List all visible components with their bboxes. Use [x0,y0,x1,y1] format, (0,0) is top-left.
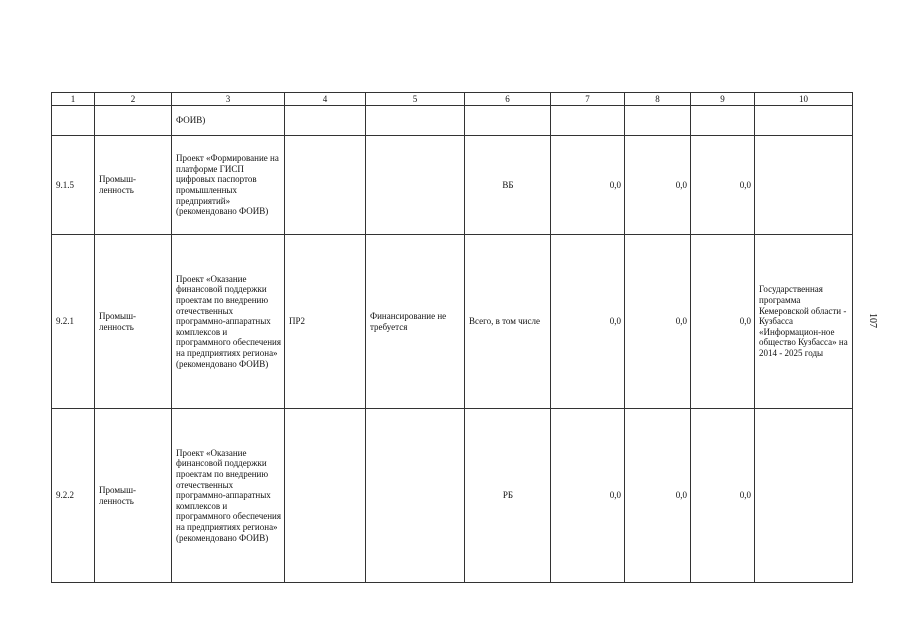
row-financing [366,136,465,235]
row-indicator [285,106,366,136]
table-row [52,136,853,235]
plan-table [51,92,853,583]
row-program [755,409,853,583]
column-number-row [52,93,853,106]
row-project: Проект «Формирование на платформе ГИСП цифровых паспортов промышленных предприятий» (рекомендовано ФОИВ) [172,136,285,235]
row-value-7 [551,106,625,136]
row-indicator [285,409,366,583]
row-sector: Промыш-ленность [95,409,172,583]
col-num-1: 1 [52,93,95,106]
row-value-7: 0,0 [551,409,625,583]
col-num-7: 7 [551,93,625,106]
col-num-4: 4 [285,93,366,106]
row-sector: Промыш-ленность [95,136,172,235]
row-project: Проект «Оказание финансовой поддержки проектам по внедрению отечественных программно-аппаратных комплексов и программного обеспечения на предприятиях региона» (рекомендовано ФОИВ) [172,235,285,409]
col-num-5: 5 [366,93,465,106]
row-source: РБ [465,409,551,583]
row-project: ФОИВ) [172,106,285,136]
col-num-8: 8 [625,93,691,106]
row-program: Государственная программа Кемеровской области - Кузбасса «Информацион-ное общество Кузбасса» на 2014 - 2025 годы [755,235,853,409]
row-code: 9.1.5 [52,136,95,235]
row-source: Всего, в том числе [465,235,551,409]
row-sector: Промыш-ленность [95,235,172,409]
table-row [52,409,853,583]
table-row [52,235,853,409]
row-source [465,106,551,136]
row-value-8 [625,106,691,136]
row-indicator: ПР2 [285,235,366,409]
col-num-10: 10 [755,93,853,106]
row-financing: Финансирование не требуется [366,235,465,409]
row-program [755,106,853,136]
row-sector [95,106,172,136]
row-code: 9.2.2 [52,409,95,583]
row-value-9: 0,0 [691,409,755,583]
row-value-7: 0,0 [551,235,625,409]
row-value-9: 0,0 [691,136,755,235]
row-code [52,106,95,136]
row-source: ВБ [465,136,551,235]
col-num-6: 6 [465,93,551,106]
page-number: 107 [867,313,878,328]
row-financing [366,409,465,583]
row-project: Проект «Оказание финансовой поддержки проектам по внедрению отечественных программно-аппаратных комплексов и программного обеспечения на предприятиях региона» (рекомендовано ФОИВ) [172,409,285,583]
row-value-8: 0,0 [625,235,691,409]
row-financing [366,106,465,136]
table-row [52,106,853,136]
row-value-9 [691,106,755,136]
row-value-7: 0,0 [551,136,625,235]
row-value-8: 0,0 [625,136,691,235]
row-value-9: 0,0 [691,235,755,409]
col-num-2: 2 [95,93,172,106]
row-value-8: 0,0 [625,409,691,583]
col-num-9: 9 [691,93,755,106]
col-num-3: 3 [172,93,285,106]
row-code: 9.2.1 [52,235,95,409]
row-program [755,136,853,235]
row-indicator [285,136,366,235]
